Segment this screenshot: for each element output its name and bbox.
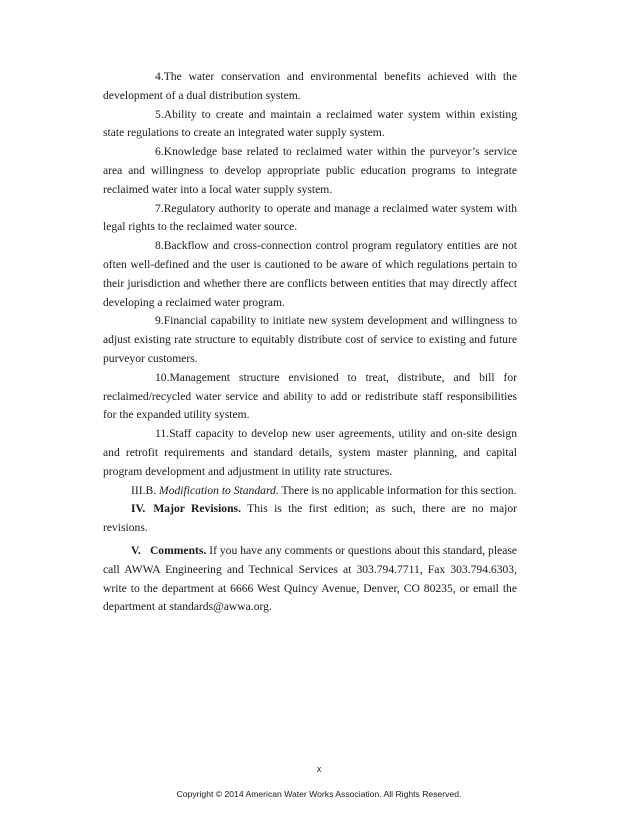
item-number: 4. [155, 70, 164, 83]
section-title: Major Revisions. [153, 502, 241, 516]
list-item-6 [103, 143, 517, 199]
list-item-5 [103, 106, 517, 144]
item-number: 6. [155, 145, 164, 159]
item-number: 7. [155, 201, 164, 215]
section-title: Modification to Standard. [159, 483, 279, 497]
section-text: There is no applicable information for this section. [281, 483, 517, 497]
list-item-7 [103, 200, 517, 238]
item-number: 10. [155, 370, 170, 384]
item-text: Regulatory authority to operate and manage a reclaimed water system with legal rights to the reclaimed water source. [103, 201, 517, 234]
item-text: Staff capacity to develop new user agreements, utility and on-site design and retrofit requirements and standard details, system master planning, and capital program development and adjustment in utility rate structures. [103, 427, 517, 478]
item-text: Ability to create and maintain a reclaimed water system within existing state regulations to create an integrated water supply system. [103, 107, 517, 140]
copyright-notice: Copyright © 2014 American Water Works Association. All Rights Reserved. [176, 789, 462, 799]
section-title: Comments. [149, 543, 207, 557]
item-text: The water conservation and environmental benefits achieved with the development of a dual distribution system. [103, 70, 517, 102]
item-text: Backflow and cross-connection control program regulatory entities are not often well-defined and the user is cautioned to be aware of which regulations pertain to their jurisdiction and whether there are conflicts between entities that may directly affect developing a reclaimed water program. [103, 239, 517, 309]
section-label: IV. [131, 502, 146, 516]
page-number: x [316, 764, 322, 774]
document-body [103, 68, 517, 617]
list-item-10 [103, 369, 517, 425]
list-item-4 [103, 68, 517, 106]
section-3b [103, 482, 517, 501]
item-text: Management structure envisioned to treat, distribute, and bill for reclaimed/recycled water service and ability to add or redistribute staff responsibilities for the expanded utility system. [103, 370, 517, 422]
section-4 [103, 500, 517, 538]
section-5 [103, 542, 517, 617]
item-text: Financial capability to initiate new system development and willingness to adjust existing rate structure to equitably distribute cost of service to existing and future purveyor customers. [103, 314, 517, 365]
item-number: 11. [155, 427, 170, 441]
section-text: If you have any comments or questions about this standard, please call AWWA Engineering and Technical Services at 303.794.7711, Fax 303.794.6303, write to the department at 6666 West Quincy Avenue, Denver, CO 80235, or email the department at standards@awwa.org. [103, 543, 518, 614]
list-item-8 [103, 237, 517, 312]
item-number: 8. [155, 239, 164, 253]
item-number: 9. [155, 314, 164, 328]
item-text: Knowledge base related to reclaimed water within the purveyor’s service area and willingness to develop appropriate public education programs to integrate reclaimed water into a local water supply system. [103, 145, 517, 196]
section-label: III.B. [131, 483, 157, 497]
list-item-9 [103, 312, 517, 368]
list-item-11 [103, 425, 517, 481]
item-number: 5. [155, 107, 164, 121]
section-text: This is the first edition; as such, there are no major revisions. [103, 502, 517, 535]
section-label: V. [131, 543, 141, 557]
